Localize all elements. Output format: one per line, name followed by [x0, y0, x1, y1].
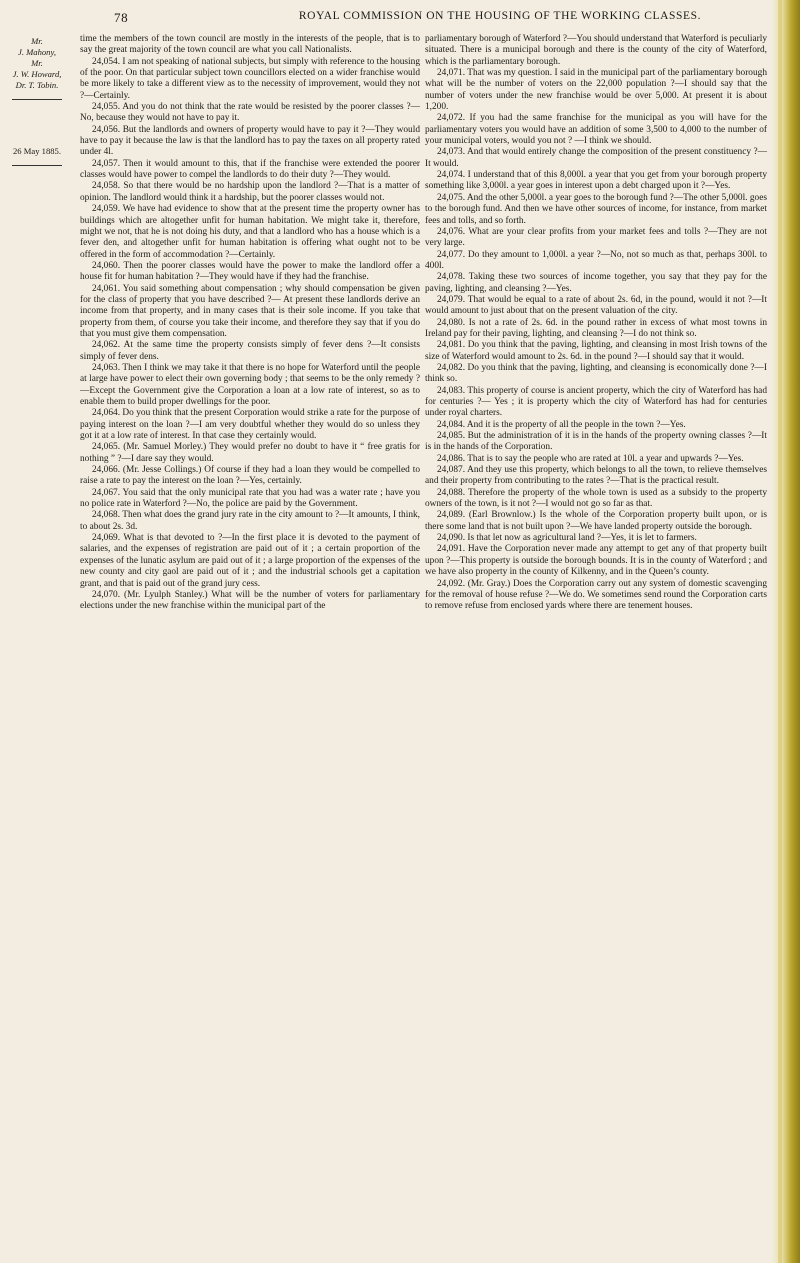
testimony-paragraph: 24,090. Is that let now as agricultural land ?—Yes, it is let to farmers. — [437, 533, 697, 544]
testimony-paragraph: 24,055. And you do not think that the rate would be resisted by the poorer classes ?—No, because they would not have to pay it. — [80, 102, 420, 124]
testimony-paragraph: 24,091. Have the Corporation never made any attempt to get any of that property built upon ?—This property is outside the borough bounds. It is in the county of Waterford ; and we have also property in the county of Kilkenny, and in the Queen’s county. — [425, 544, 767, 578]
testimony-paragraph: 24,080. Is not a rate of 2s. 6d. in the pound rather in excess of what most towns in Ireland pay for their paving, lighting, and cleansing ?—I do not think so. — [425, 317, 767, 339]
testimony-paragraph: 24,083. This property of course is ancient property, which the city of Waterford has had for centuries ?— Yes ; it is property which the city of Waterford has had for centuries under royal charters. — [425, 385, 767, 419]
testimony-paragraph: 24,073. And that would entirely change the composition of the present constituency ?—It would. — [425, 147, 767, 169]
testimony-paragraph: 24,072. If you had the same franchise for the municipal as you will have for the parliamentary voters you would have an addition of some 3,500 to 4,000 to the number of your municipal voters, would you not ? —I think we should. — [425, 113, 767, 147]
page-edge-stripe — [778, 0, 782, 1263]
hearing-date: 26 May 1885. — [13, 146, 61, 156]
testimony-paragraph: 24,062. At the same time the property consists simply of fever dens ?—It consists simply of fever dens. — [80, 340, 420, 362]
right-text-column — [425, 34, 767, 613]
testimony-paragraph: 24,068. Then what does the grand jury rate in the city amount to ?—It amounts, I think, to about 2s. 3d. — [80, 510, 420, 532]
testimony-paragraph: 24,084. And it is the property of all the people in the town ?—Yes. — [437, 419, 686, 430]
testimony-paragraph: 24,057. Then it would amount to this, that if the franchise were extended the poorer classes would have power to compel the landlords to do their duty ?—They would. — [80, 158, 420, 181]
page-header — [30, 6, 765, 28]
testimony-paragraph: 24,078. Taking these two sources of income together, you say that they pay for the paving, lighting, and cleansing ?—Yes. — [425, 272, 767, 294]
testimony-paragraph: 24,085. But the administration of it is in the hands of the property owning classes ?—It is in the hands of the Corporation. — [425, 431, 767, 453]
testimony-paragraph: 24,061. You said something about compensation ; why should compensation be given for the class of property that you have described ?— At present these landlords derive an income from that property, and in many cases that is their sole income. If you take that property from them, of course you take their income, and therefore they say that if you do that you must give them compensation. — [80, 283, 420, 339]
testimony-paragraph: 24,076. What are your clear profits from your market fees and tolls ?—They are not very large. — [425, 226, 767, 249]
testimony-paragraph: 24,069. What is that devoted to ?—In the first place it is devoted to the payment of salaries, and the expenses of registration are paid out of it ; a certain proportion of the expenses of the lunatic asylum are paid out of it ; a large proportion of the expenses of the new county and city gaol are paid out of it ; and the industrial schools get a capitation grant, and that is paid out of the grand jury cess. — [80, 533, 420, 589]
testimony-paragraph: parliamentary borough of Waterford ?—You should understand that Waterford is peculiarly situated. There is a municipal borough and there is the county of the city of Waterford, which is the parliamentary borough. — [425, 34, 767, 67]
testimony-paragraph: 24,067. You said that the only municipal rate that you had was a water rate ; have you no police rate in Waterford ?—No, the police are paid by the Government. — [80, 487, 420, 510]
page-edge-discoloration — [772, 0, 800, 1263]
testimony-paragraph: 24,064. Do you think that the present Corporation would strike a rate for the purpose of paying interest on the loan ?—I am very doubtful whether they would do so unless they got it at a low rate of interest. In that case they certainly would. — [80, 408, 420, 442]
left-text-column — [80, 34, 420, 613]
margin-divider — [12, 165, 62, 166]
testimony-paragraph: 24,074. I understand that of this 8,000l. a year that you get from your borough property something like 3,000l. a year goes in interest upon a debt charged upon it ?—Yes. — [425, 170, 767, 192]
testimony-paragraph: 24,088. Therefore the property of the whole town is used as a subsidy to the property owners of the town, is it not ?—I would not go so far as that. — [425, 487, 767, 510]
testimony-paragraph: 24,092. (Mr. Gray.) Does the Corporation carry out any system of domestic scavenging for the removal of house refuse ?—We do. We sometimes send round the Corporation carts to remove refuse from enclosed yards where there are tenement houses. — [425, 578, 767, 612]
testimony-paragraph: 24,060. Then the poorer classes would have the power to make the landlord offer a house fit for human habitation ?—They would have if they had the franchise. — [80, 260, 420, 283]
testimony-paragraph: 24,077. Do they amount to 1,000l. a year ?—No, not so much as that, perhaps 300l. to 400l. — [425, 249, 767, 271]
witness-name: Dr. T. Tobin. — [15, 80, 59, 90]
witness-name: J. W. Howard, — [12, 69, 62, 79]
witness-name: Mr. — [31, 58, 43, 68]
page-number: 78 — [114, 10, 129, 25]
margin-divider — [12, 99, 62, 100]
witness-name: Mr. — [31, 36, 43, 46]
testimony-paragraph: 24,056. But the landlords and owners of property would have to pay it ?—They would have to pay it because the law is that the landlord has to pay the taxes on all property rated under 4l. — [80, 124, 420, 158]
testimony-paragraph: time the members of the town council are mostly in the interests of the people, that is to say the great majority of the town council are what you call Nationalists. — [80, 34, 420, 56]
testimony-paragraph: 24,066. (Mr. Jesse Collings.) Of course if they had a loan they would be compelled to raise a rate to pay the interest on the loan ?—Yes, certainly. — [80, 465, 420, 487]
testimony-paragraph: 24,071. That was my question. I said in the municipal part of the parliamentary borough what will be the number of voters on the 22,000 population ?—I should say that the number of voters under the new franchise would be over 5,000. At present it is about 1,200. — [425, 68, 767, 113]
testimony-paragraph: 24,086. That is to say the people who are rated at 10l. a year and upwards ?—Yes. — [437, 453, 744, 464]
testimony-paragraph: 24,058. So that there would be no hardship upon the landlord ?—That is a matter of opinion. The landlord would think it a hardship, but the poorer classes would not. — [80, 181, 420, 203]
testimony-paragraph: 24,087. And they use this property, which belongs to all the town, to relieve themselves and their property from contributing to the rates ?—That is the practical result. — [425, 465, 767, 487]
testimony-paragraph: 24,065. (Mr. Samuel Morley.) They would prefer no doubt to have it “ free gratis for nothing ” ?—I dare say they would. — [80, 442, 420, 464]
testimony-paragraph: 24,081. Do you think that the paving, lighting, and cleansing in most Irish towns of the size of Waterford would amount to 2s. 6d. in the pound ?—I should say that it would. — [425, 340, 767, 362]
testimony-paragraph: 24,070. (Mr. Lyulph Stanley.) What will be the number of voters for parliamentary elections under the new franchise within the municipal part of the — [80, 589, 420, 612]
running-title: ROYAL COMMISSION ON THE HOUSING OF THE WORKING CLASSES. — [298, 10, 702, 22]
testimony-paragraph: 24,082. Do you think that the paving, lighting, and cleansing is economically done ?—I think so. — [425, 362, 767, 385]
witness-name: J. Mahony, — [18, 47, 56, 57]
testimony-paragraph: 24,054. I am not speaking of national subjects, but simply with reference to the housing of the poor. On that particular subject town councillors elected on a wider franchise would be more likely to take a different view as to the necessity of improvement, would they not ?—Certainly. — [80, 56, 420, 101]
testimony-paragraph: 24,079. That would be equal to a rate of about 2s. 6d, in the pound, would it not ?—It would amount to just about that on the present valuation of the city. — [425, 294, 767, 317]
testimony-paragraph: 24,089. (Earl Brownlow.) Is the whole of the Corporation property built upon, or is there some land that is not built upon ?—We have landed property outside the borough. — [425, 510, 767, 532]
testimony-paragraph: 24,063. Then I think we may take it that there is no hope for Waterford until the people at large have power to elect their own governing body ; that seems to be the only remedy ?—Except the Government give the Corporation a loan at a low rate of interest, so as to enable them to build proper dwellings for the poor. — [80, 362, 420, 407]
testimony-paragraph: 24,075. And the other 5,000l. a year goes to the borough fund ?—The other 5,000l. goes to the borough fund. And then we have other sources of income, for instance, from market fees and tolls, and so forth. — [425, 192, 767, 226]
margin-note — [6, 36, 68, 166]
testimony-paragraph: 24,059. We have had evidence to show that at the present time the property owner has buildings which are altogether unfit for human habitation. We might take it, therefore, might we not, that he is not doing his duty, and that a landlord who has a house which is a fever den, and altogether unfit for human habitation is offering what ought not to be offered in the form of accommodation ?—Certainly. — [80, 204, 420, 260]
